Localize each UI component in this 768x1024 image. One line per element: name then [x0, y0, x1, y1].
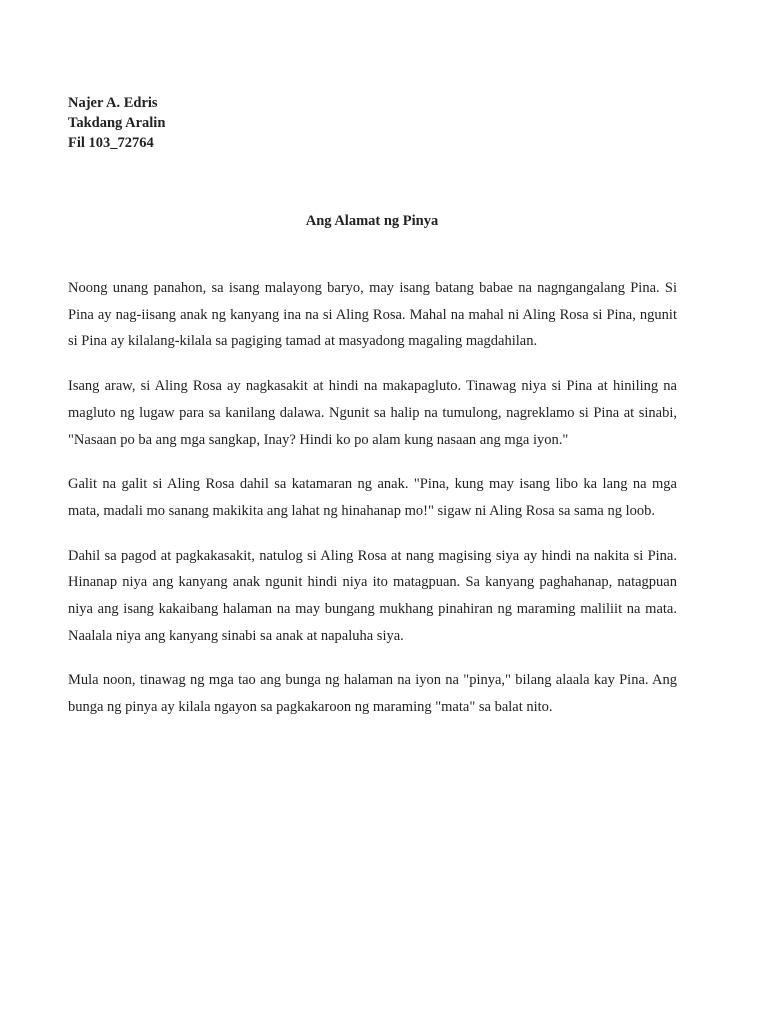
paragraph-4: Dahil sa pagod at pagkakasakit, natulog si Aling Rosa at nang magising siya ay hindi na nakita si Pina. Hinanap niya ang kanyang anak ngunit hindi niya ito matagpuan. Sa kanyang paghahanap, natagpuan niya ang isang kakaibang halaman na may bungang mukhang pinahiran ng maraming maliliit na mata. Naalala niya ang kanyang sinabi sa anak at napaluha siya. [68, 547, 677, 644]
author-name: Najer A. Edris [68, 95, 158, 111]
document-body [68, 275, 677, 739]
document-header [68, 93, 165, 153]
paragraph-5: Mula noon, tinawag ng mga tao ang bunga ng halaman na iyon na "pinya," bilang alaala kay Pina. Ang bunga ng pinya ay kilala ngayon sa pagkakaroon ng maraming "mata" sa balat nito. [68, 672, 677, 716]
paragraph-2: Isang araw, si Aling Rosa ay nagkasakit at hindi na makapagluto. Tinawag niya si Pina at hiniling na magluto ng lugaw para sa kanilang dalawa. Ngunit sa halip na tumulong, nagreklamo si Pina at sinabi, "Nasaan po ba ang mga sangkap, Inay? Hindi ko po alam kung nasaan ang mga iyon." [68, 378, 677, 448]
course-code: Fil 103_72764 [68, 135, 154, 151]
paragraph-1: Noong unang panahon, sa isang malayong baryo, may isang batang babae na nagngangalang Pina. Si Pina ay nag-iisang anak ng kanyang ina na si Aling Rosa. Mahal na mahal ni Aling Rosa si Pina, ngunit si Pina ay kilalang-kilala sa pagiging tamad at masyadong magaling magdahilan. [68, 280, 677, 350]
assignment-label: Takdang Aralin [68, 115, 166, 131]
document-title: Ang Alamat ng Pinya [305, 213, 439, 229]
paragraph-3: Galit na galit si Aling Rosa dahil sa katamaran ng anak. "Pina, kung may isang libo ka lang na mga mata, madali mo sanang makikita ang lahat ng hinahanap mo!" sigaw ni Aling Rosa sa sama ng loob. [68, 476, 677, 519]
